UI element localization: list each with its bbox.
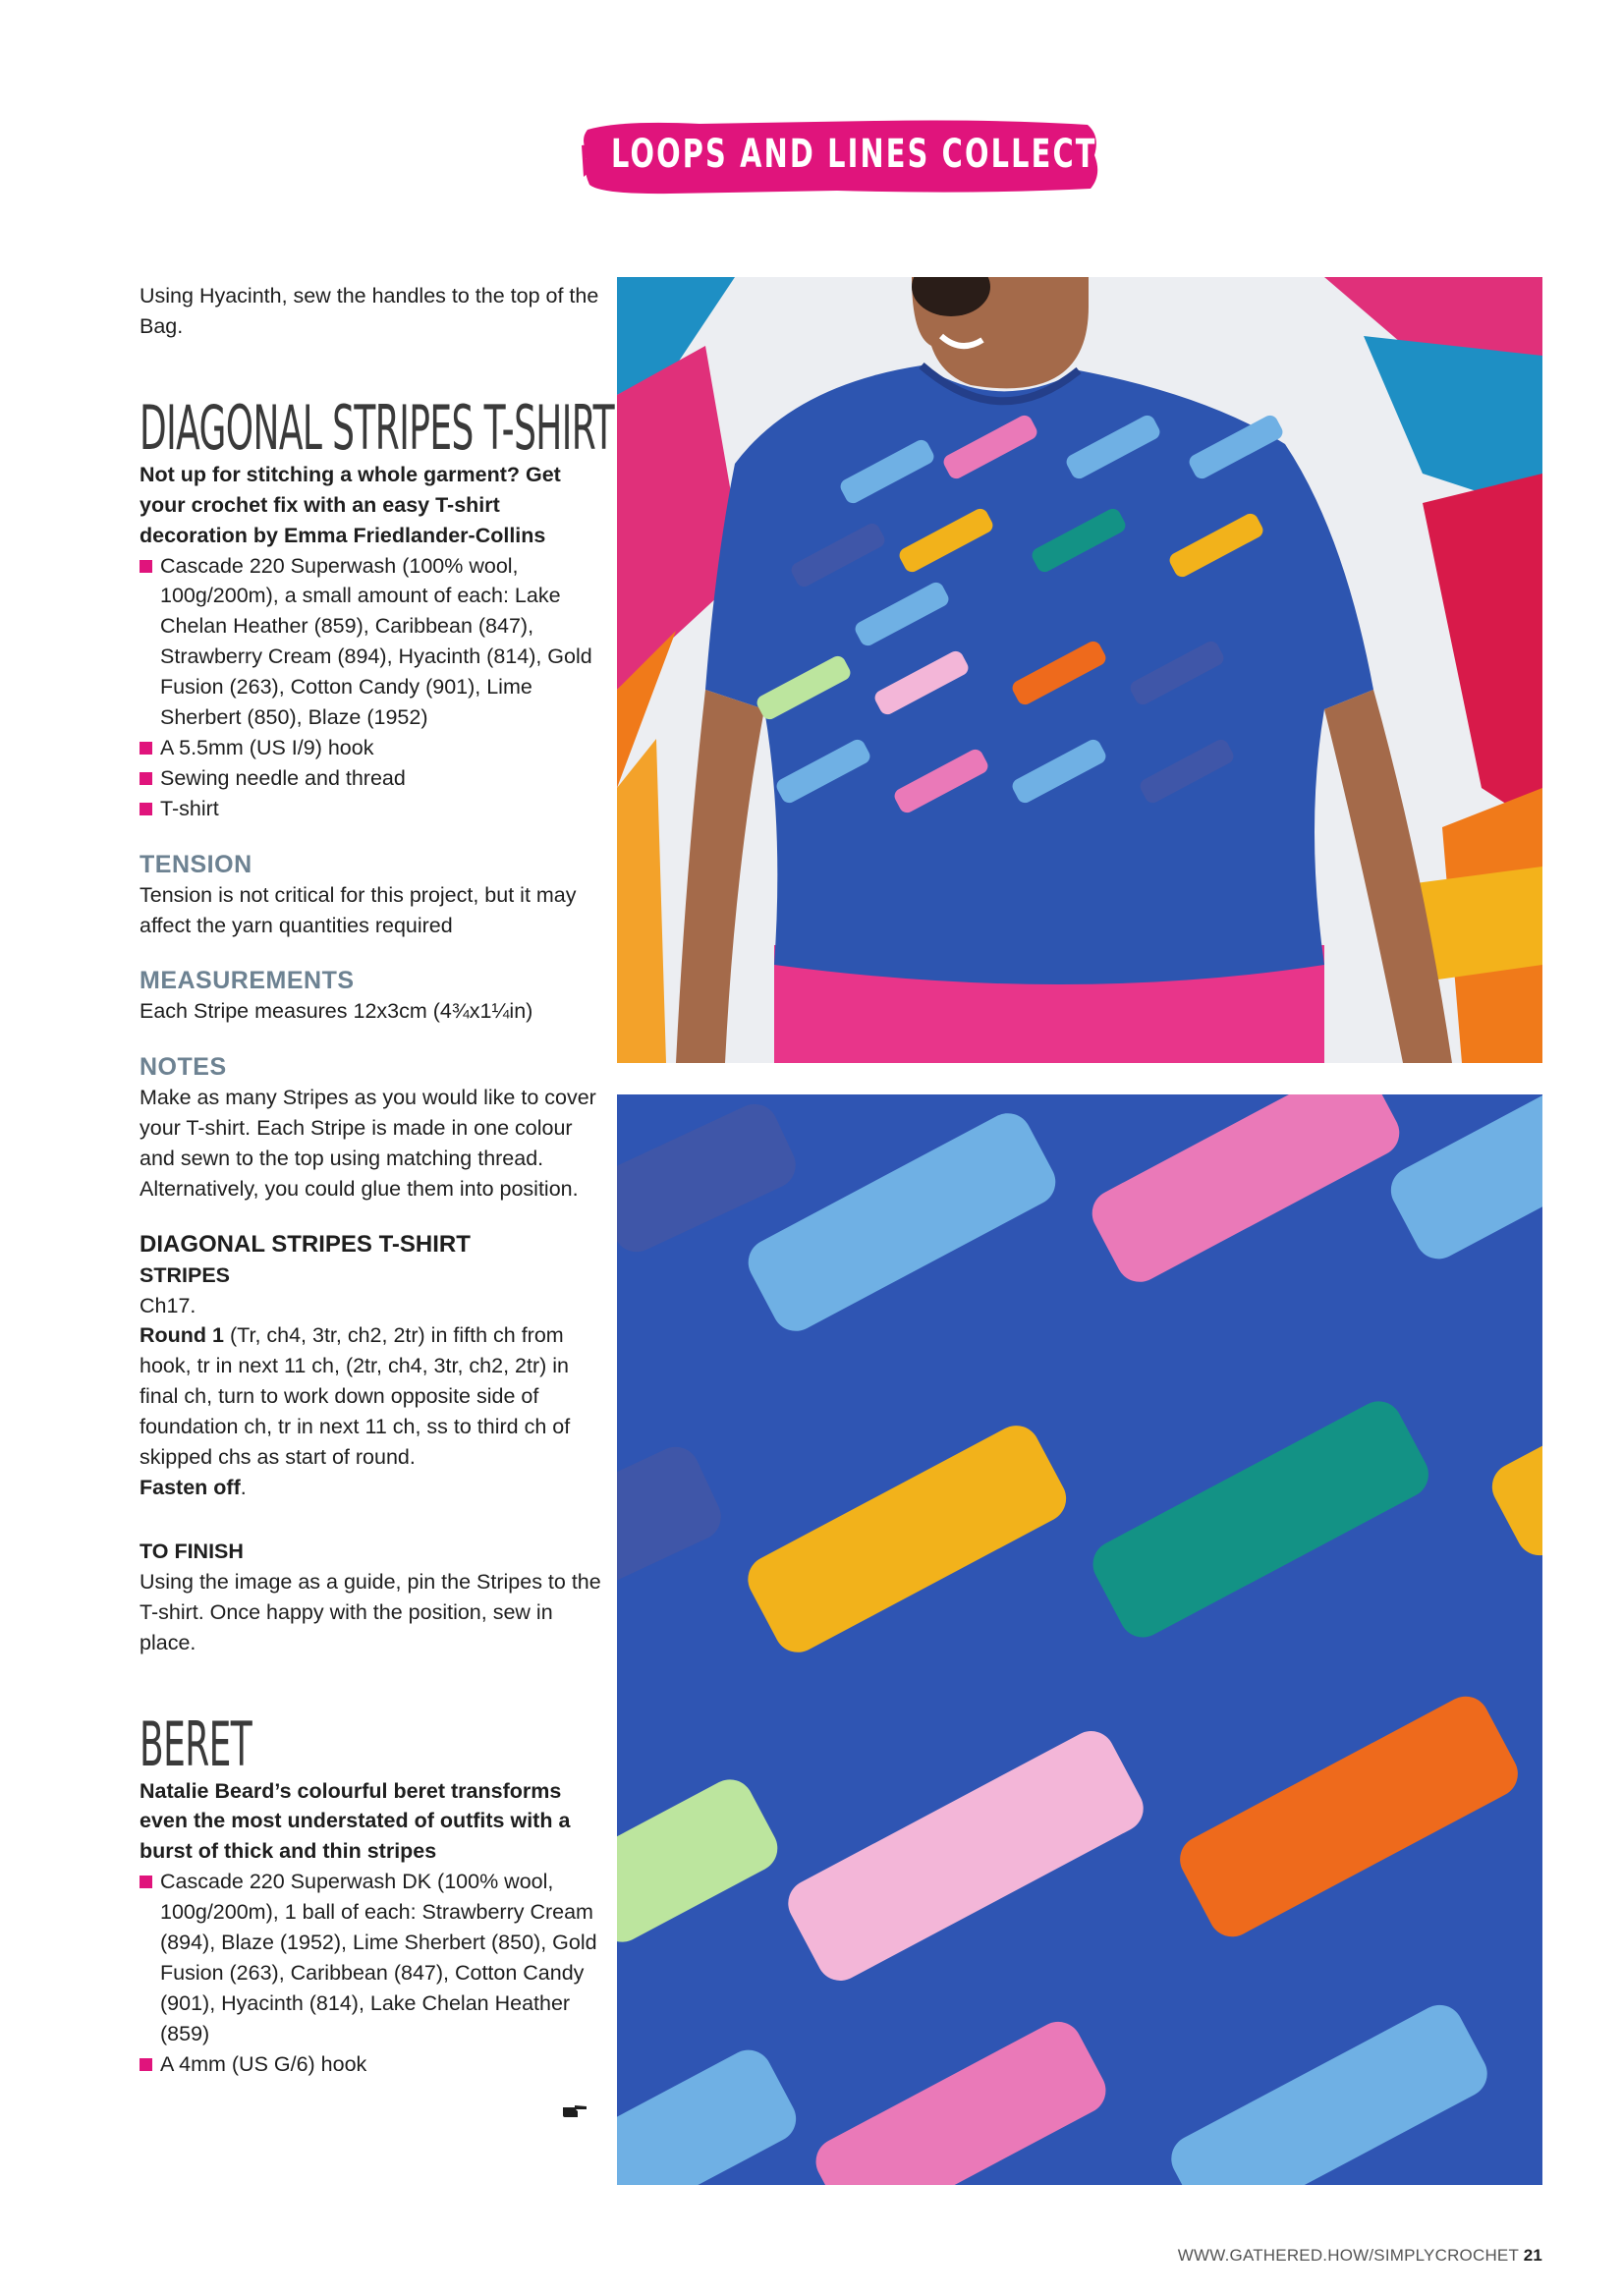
- model-tshirt-photo: [617, 277, 1542, 1063]
- crochet-stripes-closeup-photo: [617, 1094, 1542, 2185]
- fasten-off-line: Fasten off.: [140, 1476, 247, 1499]
- measurements-text: Each Stripe measures 12x3cm (4¾x1¼in): [140, 999, 533, 1024]
- collection-title: LOOPS AND LINES COLLECTION: [611, 132, 1162, 177]
- bullet-square-icon: [140, 1876, 152, 1888]
- crochet-stripes-closeup-illustration: [617, 1094, 1542, 2185]
- list-item: T-shirt: [140, 794, 601, 824]
- collection-banner: [582, 116, 1162, 196]
- bullet-square-icon: [140, 803, 152, 815]
- to-finish-text: Using the image as a guide, pin the Stripes to the T-shirt. Once happy with the position, sew in place.: [140, 1569, 601, 1654]
- bag-closing-instruction: Using Hyacinth, sew the handles to the top of the Bag.: [140, 284, 599, 338]
- pattern-text-column: [140, 281, 614, 2080]
- measurements-heading: MEASUREMENTS: [140, 967, 355, 995]
- list-item: A 4mm (US G/6) hook: [140, 2049, 601, 2080]
- beret-materials-list: [140, 1867, 601, 2079]
- beret-standfirst: Natalie Beard’s colourful beret transforms even the most understated of outfits with a burst of thick and thin stripes: [140, 1778, 571, 1864]
- page-number: 21: [1523, 2246, 1542, 2265]
- bullet-square-icon: [140, 2058, 152, 2071]
- foundation-chain-line: Ch17.: [140, 1293, 196, 1317]
- list-item: Sewing needle and thread: [140, 763, 601, 794]
- round-1-text: (Tr, ch4, 3tr, ch2, 2tr) in fifth ch from hook, tr in next 11 ch, (2tr, ch4, 3tr, ch2, 2tr) in final ch, turn to work down opposite side of foundation ch, tr in next 11 ch, ss to third ch of skipped chs as start of round.: [140, 1323, 571, 1470]
- bullet-square-icon: [140, 772, 152, 785]
- list-item: Cascade 220 Superwash DK (100% wool, 100g/200m), 1 ball of each: Strawberry Cream (894), Blaze (1952), Lime Sherbert (850), Gold Fusion (263), Caribbean (847), Cotton Candy (901), Hyacinth (814), Lake Chelan Heather (859): [140, 1867, 601, 2048]
- tension-text: Tension is not critical for this project, but it may affect the yarn quantities required: [140, 882, 577, 937]
- pointing-hand-icon: [562, 2103, 588, 2119]
- list-item: A 5.5mm (US I/9) hook: [140, 733, 601, 763]
- tshirt-title: DIAGONAL STRIPES T-SHIRT: [140, 391, 614, 464]
- stripes-heading: STRIPES: [140, 1262, 230, 1287]
- tshirt-standfirst: Not up for stitching a whole garment? Get your crochet fix with an easy T-shirt decoration by Emma Friedlander-Collins: [140, 462, 561, 547]
- pattern-heading: DIAGONAL STRIPES T-SHIRT: [140, 1230, 471, 1258]
- bullet-square-icon: [140, 742, 152, 755]
- fasten-off-label: Fasten off: [140, 1476, 241, 1499]
- round-1-label: Round 1: [140, 1323, 224, 1348]
- footer-url: WWW.GATHERED.HOW/SIMPLYCROCHET: [1177, 2246, 1519, 2265]
- notes-heading: NOTES: [140, 1053, 227, 1082]
- model-tshirt-illustration: [617, 277, 1542, 1063]
- notes-text: Make as many Stripes as you would like to cover your T-shirt. Each Stripe is made in one colour and sewn to the top using matching thread. Alternatively, you could glue them into position.: [140, 1086, 596, 1201]
- tension-heading: TENSION: [140, 850, 252, 878]
- list-item: Cascade 220 Superwash (100% wool, 100g/200m), a small amount of each: Lake Chelan Heather (859), Caribbean (847), Strawberry Cream (894), Hyacinth (814), Gold Fusion (263), Cotton Candy (901), Lime Sherbert (850), Blaze (1952): [140, 551, 601, 733]
- bullet-square-icon: [140, 560, 152, 573]
- tshirt-materials-list: [140, 551, 601, 824]
- page-footer: [1178, 2246, 1542, 2266]
- to-finish-heading: TO FINISH: [140, 1539, 244, 1563]
- round-1-instruction: [140, 1320, 601, 1473]
- beret-title: BERET: [140, 1708, 252, 1780]
